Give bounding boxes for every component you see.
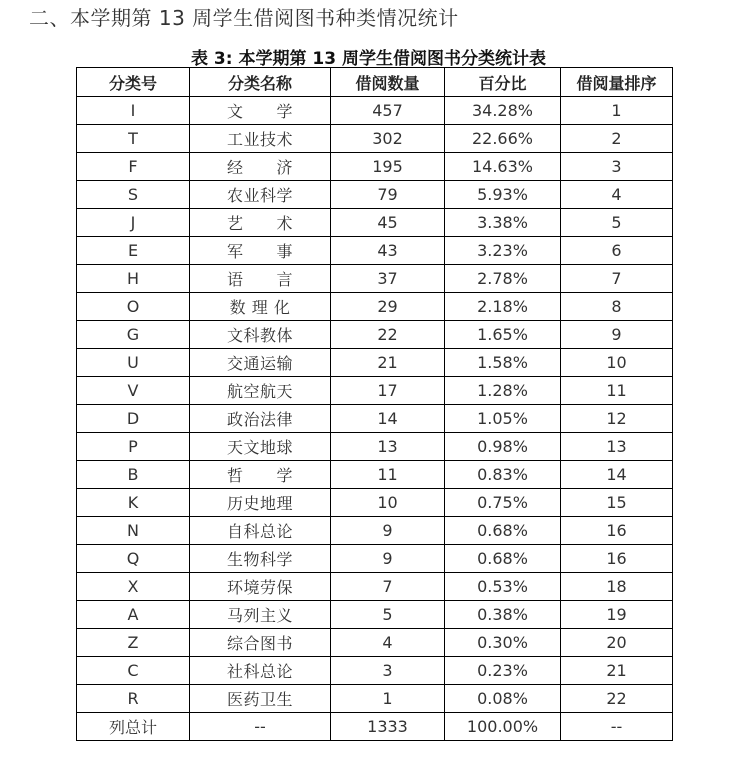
table-row xyxy=(77,321,673,349)
cell-name: 军 事 xyxy=(190,237,331,265)
table-row xyxy=(77,573,673,601)
header-code: 分类号 xyxy=(77,68,190,97)
cell-rank: 21 xyxy=(561,657,673,685)
cell-count: 7 xyxy=(331,573,445,601)
cell-name: 历史地理 xyxy=(190,489,331,517)
cell-name: 农业科学 xyxy=(190,181,331,209)
table-row xyxy=(77,293,673,321)
cell-rank: 13 xyxy=(561,433,673,461)
table-row xyxy=(77,265,673,293)
cell-count: 43 xyxy=(331,237,445,265)
cell-percent: 5.93% xyxy=(445,181,561,209)
cell-count: 5 xyxy=(331,601,445,629)
cell-name: 生物科学 xyxy=(190,545,331,573)
cell-name: 文科教体 xyxy=(190,321,331,349)
cell-name: 经 济 xyxy=(190,153,331,181)
borrow-stats-table xyxy=(76,67,673,741)
cell-code: P xyxy=(77,433,190,461)
cell-rank: 6 xyxy=(561,237,673,265)
cell-rank: 2 xyxy=(561,125,673,153)
cell-count: 302 xyxy=(331,125,445,153)
table-row xyxy=(77,657,673,685)
cell-count: 17 xyxy=(331,377,445,405)
cell-count: 195 xyxy=(331,153,445,181)
cell-rank: 8 xyxy=(561,293,673,321)
cell-rank: 16 xyxy=(561,545,673,573)
cell-rank: 11 xyxy=(561,377,673,405)
cell-rank: 16 xyxy=(561,517,673,545)
cell-code: X xyxy=(77,573,190,601)
cell-rank: 10 xyxy=(561,349,673,377)
cell-percent: 14.63% xyxy=(445,153,561,181)
cell-code: E xyxy=(77,237,190,265)
cell-rank: 9 xyxy=(561,321,673,349)
cell-code: C xyxy=(77,657,190,685)
cell-percent: 0.30% xyxy=(445,629,561,657)
cell-count: 9 xyxy=(331,517,445,545)
cell-name: 自科总论 xyxy=(190,517,331,545)
cell-percent: 0.68% xyxy=(445,545,561,573)
table-caption: 表 3: 本学期第 13 周学生借阅图书分类统计表 xyxy=(191,49,546,69)
cell-name: 环境劳保 xyxy=(190,573,331,601)
cell-code: F xyxy=(77,153,190,181)
cell-name: 交通运输 xyxy=(190,349,331,377)
cell-count: 14 xyxy=(331,405,445,433)
table-row xyxy=(77,461,673,489)
cell-count: 10 xyxy=(331,489,445,517)
table-row xyxy=(77,153,673,181)
cell-count: 4 xyxy=(331,629,445,657)
cell-percent: 0.23% xyxy=(445,657,561,685)
cell-count: 11 xyxy=(331,461,445,489)
table-row xyxy=(77,181,673,209)
cell-percent: 1.05% xyxy=(445,405,561,433)
cell-rank: 7 xyxy=(561,265,673,293)
cell-name: 语 言 xyxy=(190,265,331,293)
table-row xyxy=(77,349,673,377)
cell-rank: 18 xyxy=(561,573,673,601)
cell-code: J xyxy=(77,209,190,237)
cell-code: Q xyxy=(77,545,190,573)
cell-percent: 1.28% xyxy=(445,377,561,405)
cell-name: 哲 学 xyxy=(190,461,331,489)
cell-percent: 1.58% xyxy=(445,349,561,377)
total-count: 1333 xyxy=(331,713,445,741)
table-row xyxy=(77,125,673,153)
cell-count: 13 xyxy=(331,433,445,461)
cell-percent: 2.78% xyxy=(445,265,561,293)
cell-percent: 0.38% xyxy=(445,601,561,629)
cell-name: 文 学 xyxy=(190,97,331,125)
cell-count: 457 xyxy=(331,97,445,125)
cell-name: 医药卫生 xyxy=(190,685,331,713)
cell-rank: 15 xyxy=(561,489,673,517)
cell-code: U xyxy=(77,349,190,377)
cell-count: 79 xyxy=(331,181,445,209)
cell-percent: 0.75% xyxy=(445,489,561,517)
cell-name: 工业技术 xyxy=(190,125,331,153)
cell-count: 45 xyxy=(331,209,445,237)
cell-name: 天文地球 xyxy=(190,433,331,461)
cell-count: 9 xyxy=(331,545,445,573)
header-percent: 百分比 xyxy=(445,68,561,97)
cell-code: I xyxy=(77,97,190,125)
cell-percent: 3.23% xyxy=(445,237,561,265)
section-heading: 二、本学期第 13 周学生借阅图书种类情况统计 xyxy=(29,6,459,30)
cell-rank: 4 xyxy=(561,181,673,209)
cell-name: 政治法律 xyxy=(190,405,331,433)
cell-code: R xyxy=(77,685,190,713)
cell-rank: 19 xyxy=(561,601,673,629)
cell-count: 1 xyxy=(331,685,445,713)
cell-count: 22 xyxy=(331,321,445,349)
cell-name: 综合图书 xyxy=(190,629,331,657)
cell-rank: 20 xyxy=(561,629,673,657)
table-row xyxy=(77,629,673,657)
table-row xyxy=(77,601,673,629)
cell-code: H xyxy=(77,265,190,293)
cell-rank: 22 xyxy=(561,685,673,713)
cell-code: G xyxy=(77,321,190,349)
table-row xyxy=(77,489,673,517)
table-row xyxy=(77,433,673,461)
table-row xyxy=(77,209,673,237)
total-label: 列总计 xyxy=(77,713,190,741)
cell-code: T xyxy=(77,125,190,153)
cell-percent: 0.08% xyxy=(445,685,561,713)
cell-name: 马列主义 xyxy=(190,601,331,629)
cell-name: 航空航天 xyxy=(190,377,331,405)
table-row xyxy=(77,685,673,713)
cell-percent: 3.38% xyxy=(445,209,561,237)
cell-rank: 14 xyxy=(561,461,673,489)
cell-percent: 1.65% xyxy=(445,321,561,349)
table-row xyxy=(77,405,673,433)
header-count: 借阅数量 xyxy=(331,68,445,97)
cell-code: D xyxy=(77,405,190,433)
cell-name: 数 理 化 xyxy=(190,293,331,321)
cell-percent: 0.53% xyxy=(445,573,561,601)
table-row xyxy=(77,237,673,265)
cell-code: Z xyxy=(77,629,190,657)
cell-count: 3 xyxy=(331,657,445,685)
cell-count: 21 xyxy=(331,349,445,377)
cell-count: 29 xyxy=(331,293,445,321)
cell-name: 社科总论 xyxy=(190,657,331,685)
cell-percent: 2.18% xyxy=(445,293,561,321)
cell-rank: 3 xyxy=(561,153,673,181)
cell-percent: 34.28% xyxy=(445,97,561,125)
cell-percent: 0.98% xyxy=(445,433,561,461)
header-rank: 借阅量排序 xyxy=(561,68,673,97)
cell-code: O xyxy=(77,293,190,321)
cell-percent: 0.83% xyxy=(445,461,561,489)
cell-code: K xyxy=(77,489,190,517)
cell-name: 艺 术 xyxy=(190,209,331,237)
cell-count: 37 xyxy=(331,265,445,293)
cell-rank: 12 xyxy=(561,405,673,433)
cell-percent: 22.66% xyxy=(445,125,561,153)
total-rank: -- xyxy=(561,713,673,741)
cell-code: S xyxy=(77,181,190,209)
total-name: -- xyxy=(190,713,331,741)
cell-code: A xyxy=(77,601,190,629)
table-row xyxy=(77,377,673,405)
total-row xyxy=(77,713,673,741)
header-name: 分类名称 xyxy=(190,68,331,97)
cell-rank: 5 xyxy=(561,209,673,237)
cell-code: N xyxy=(77,517,190,545)
table-header-row xyxy=(77,68,673,97)
table-row xyxy=(77,545,673,573)
cell-code: B xyxy=(77,461,190,489)
table-row xyxy=(77,97,673,125)
cell-rank: 1 xyxy=(561,97,673,125)
total-percent: 100.00% xyxy=(445,713,561,741)
cell-code: V xyxy=(77,377,190,405)
table-row xyxy=(77,517,673,545)
cell-percent: 0.68% xyxy=(445,517,561,545)
